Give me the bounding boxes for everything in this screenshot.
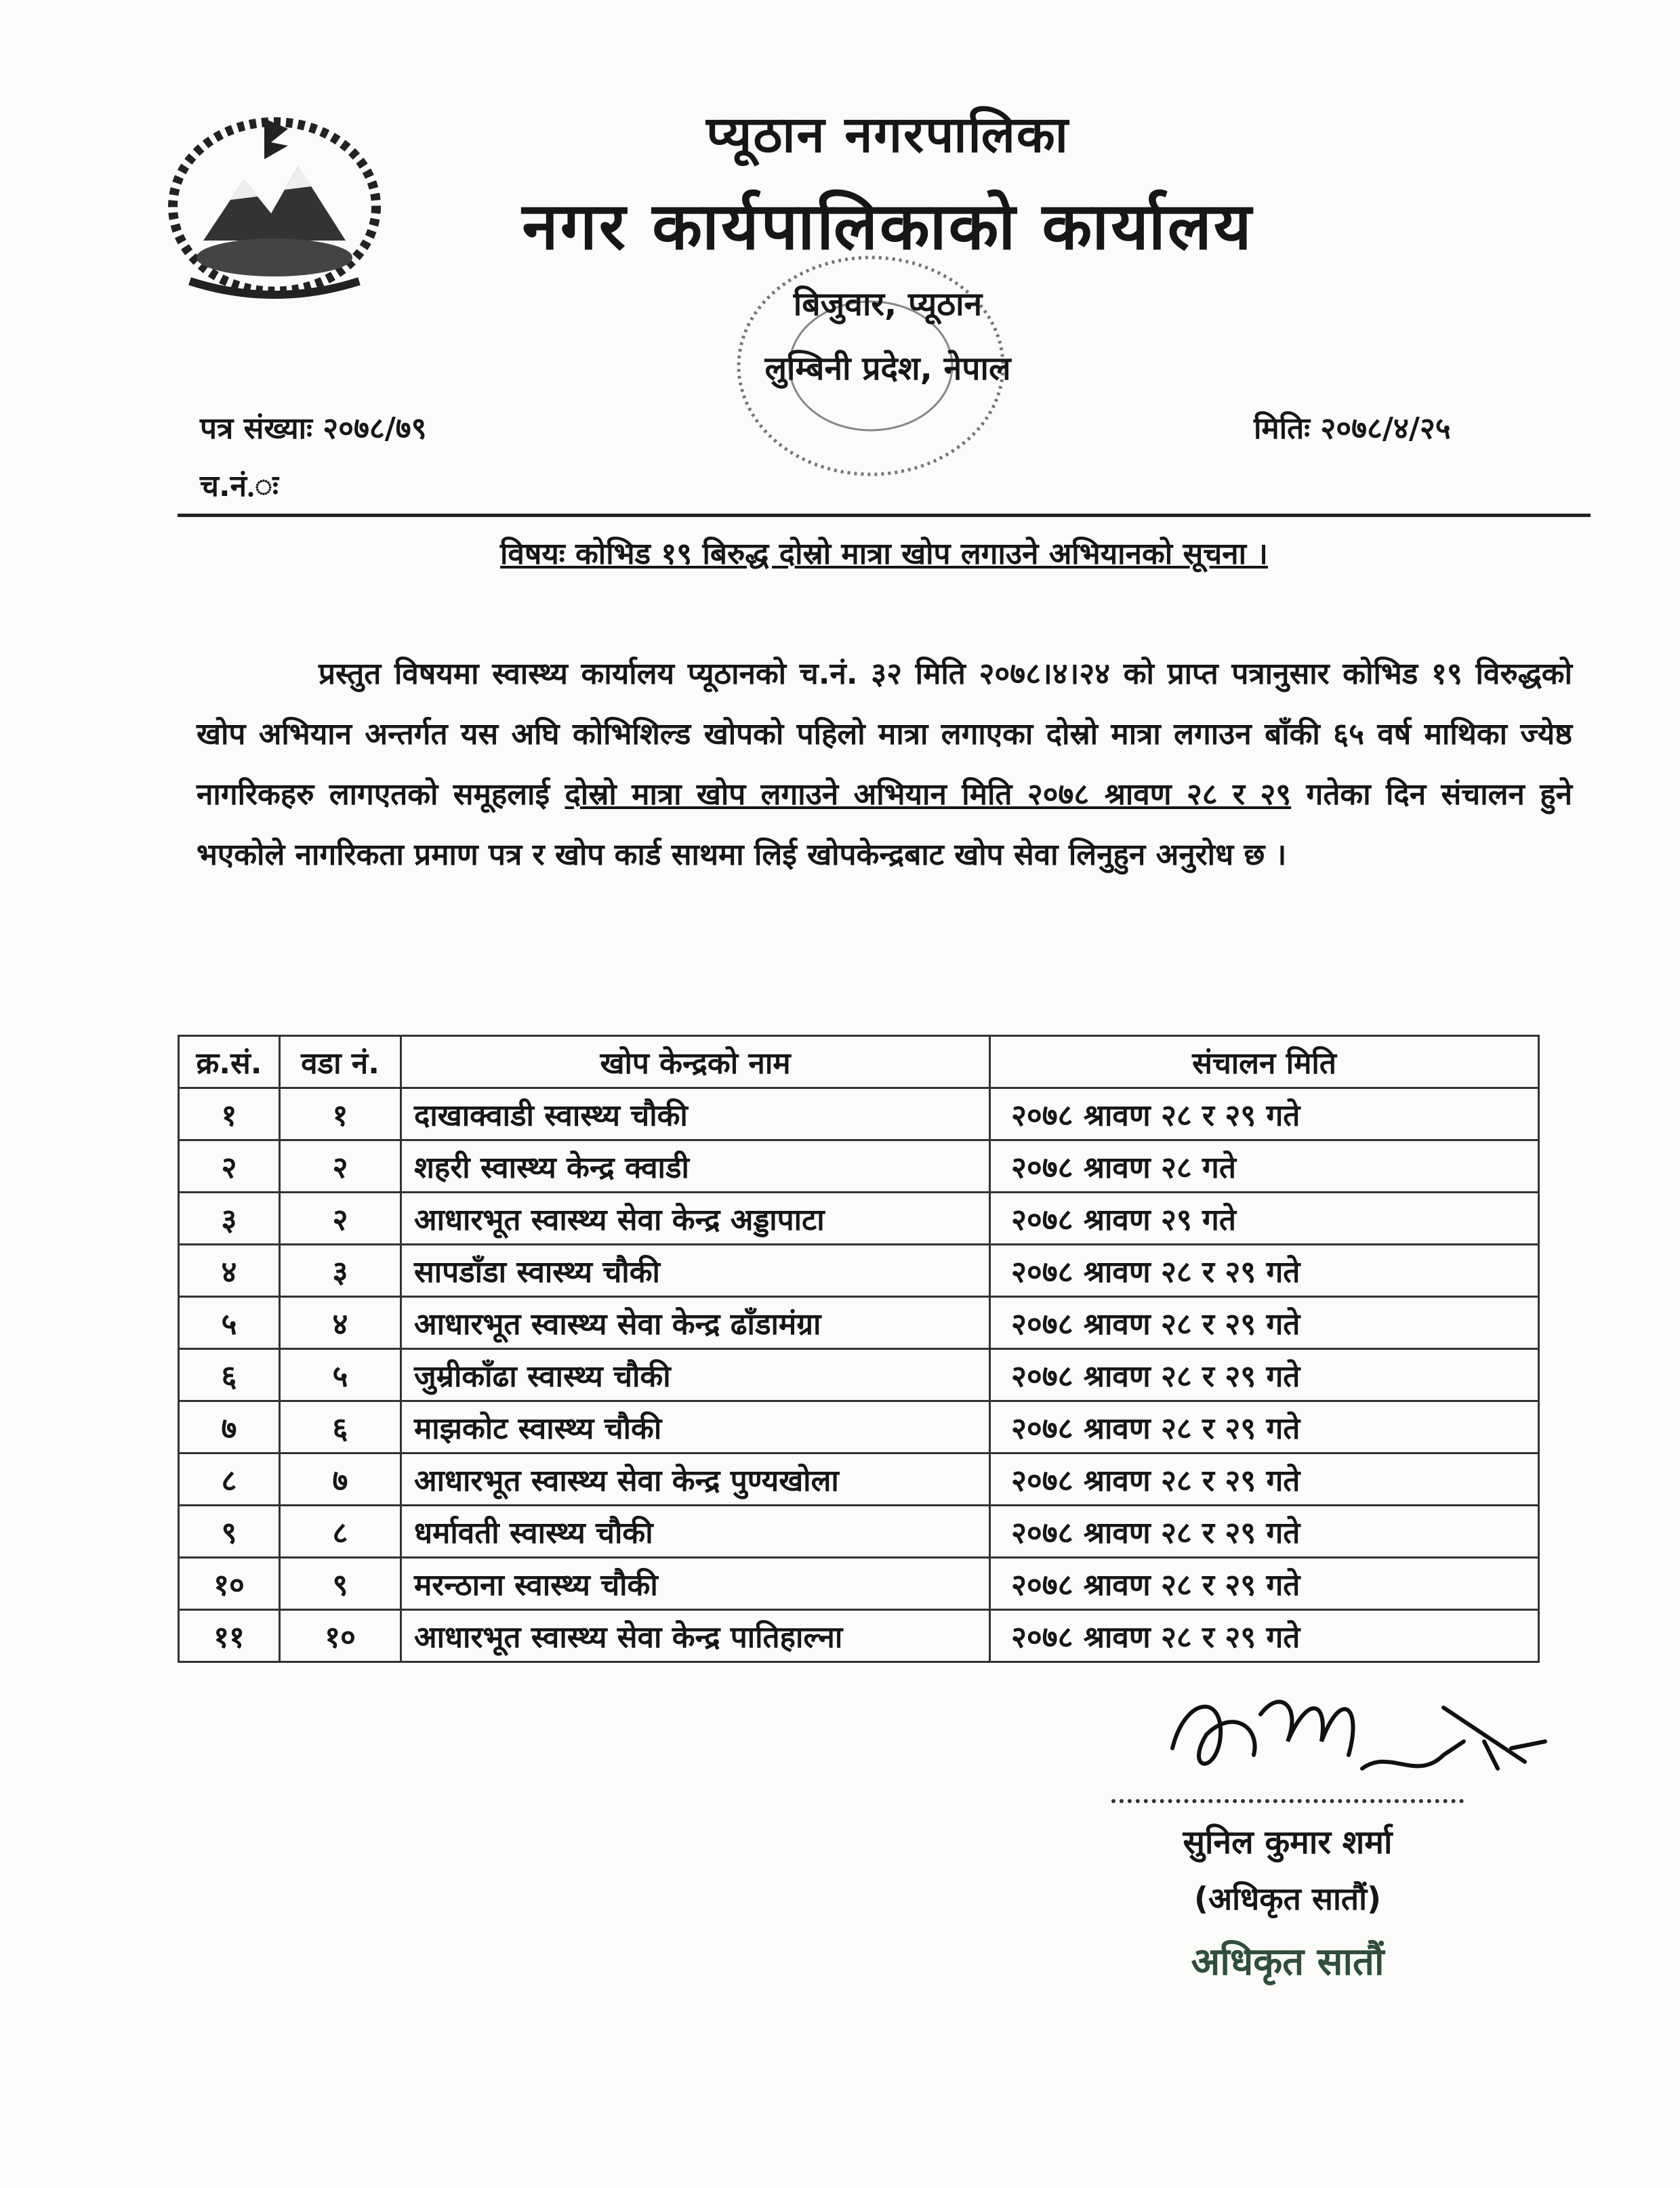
row-ward: २ bbox=[280, 1193, 401, 1245]
row-ward: २ bbox=[280, 1140, 401, 1193]
letter-number: पत्र संख्याः २०७८/७९ bbox=[200, 411, 427, 446]
table-row bbox=[179, 1193, 1539, 1245]
row-serial: ११ bbox=[179, 1610, 280, 1662]
row-date: २०७८ श्रावण २८ र २९ गते bbox=[990, 1349, 1539, 1401]
row-center-name: जुम्रीकाँढा स्वास्थ्य चौकी bbox=[401, 1349, 990, 1401]
row-serial: ७ bbox=[179, 1401, 280, 1453]
row-center-name: मरन्ठाना स्वास्थ्य चौकी bbox=[401, 1558, 990, 1610]
row-center-name: आधारभूत स्वास्थ्य सेवा केन्द्र अड्डापाटा bbox=[401, 1193, 990, 1245]
row-center-name: धर्मावती स्वास्थ्य चौकी bbox=[401, 1506, 990, 1558]
body-highlight: दोस्रो मात्रा खोप लगाउने अभियान मिति २०७८ श्रावण २८ र २९ bbox=[565, 777, 1292, 812]
row-date: २०७८ श्रावण २८ र २९ गते bbox=[990, 1245, 1539, 1297]
row-date: २०७८ श्रावण २८ र २९ गते bbox=[990, 1610, 1539, 1662]
signature-line bbox=[1111, 1799, 1464, 1803]
row-center-name: दाखाक्वाडी स्वास्थ्य चौकी bbox=[401, 1088, 990, 1140]
subject-text: विषयः कोभिड १९ बिरुद्ध दोस्रो मात्रा खोप लगाउने अभियानको सूचना । bbox=[500, 537, 1268, 571]
row-serial: १० bbox=[179, 1558, 280, 1610]
row-serial: ९ bbox=[179, 1506, 280, 1558]
row-date: २०७८ श्रावण २८ र २९ गते bbox=[990, 1088, 1539, 1140]
table-row bbox=[179, 1140, 1539, 1193]
letter-date: मितिः २०७८/४/२५ bbox=[1254, 411, 1451, 446]
signer-designation: (अधिकृत सातौं) bbox=[1193, 1880, 1382, 1917]
table-body bbox=[179, 1088, 1539, 1662]
col-header-ward: वडा नं. bbox=[280, 1036, 401, 1088]
row-center-name: सापडाँडा स्वास्थ्य चौकी bbox=[401, 1245, 990, 1297]
table-header-row bbox=[179, 1036, 1539, 1088]
row-date: २०७८ श्रावण २९ गते bbox=[990, 1193, 1539, 1245]
table-row bbox=[179, 1401, 1539, 1453]
row-date: २०७८ श्रावण २८ र २९ गते bbox=[990, 1558, 1539, 1610]
dispatch-number: च.नं.ः bbox=[200, 469, 279, 503]
row-serial: ४ bbox=[179, 1245, 280, 1297]
row-ward: ७ bbox=[280, 1453, 401, 1506]
body-part-2: गतेका दिन संचालन हुने भएकोले नागरिकता प्रमाण पत्र र खोप कार्ड साथमा लिई खोपकेन्द्रबाट खोप सेवा लिनुहुन अनुरोध छ । bbox=[197, 777, 1573, 872]
row-ward: ६ bbox=[280, 1401, 401, 1453]
table-row bbox=[179, 1558, 1539, 1610]
row-date: २०७८ श्रावण २८ र २९ गते bbox=[990, 1401, 1539, 1453]
row-center-name: माझकोट स्वास्थ्य चौकी bbox=[401, 1401, 990, 1453]
table-row bbox=[179, 1453, 1539, 1506]
nepal-emblem-icon bbox=[163, 105, 386, 302]
address-line-1: बिजुवार, प्यूठान bbox=[793, 285, 983, 323]
municipality-name: प्यूठान नगरपालिका bbox=[706, 106, 1069, 164]
col-header-date: संचालन मिति bbox=[990, 1036, 1539, 1088]
row-date: २०७८ श्रावण २८ र २९ गते bbox=[990, 1506, 1539, 1558]
row-center-name: शहरी स्वास्थ्य केन्द्र क्वाडी bbox=[401, 1140, 990, 1193]
address-line-2: लुम्बिनी प्रदेश, नेपाल bbox=[764, 350, 1011, 388]
header-divider bbox=[178, 514, 1591, 517]
row-ward: १ bbox=[280, 1088, 401, 1140]
row-ward: १० bbox=[280, 1610, 401, 1662]
row-ward: ४ bbox=[280, 1297, 401, 1349]
row-serial: ८ bbox=[179, 1453, 280, 1506]
signature-icon bbox=[1145, 1667, 1552, 1802]
row-center-name: आधारभूत स्वास्थ्य सेवा केन्द्र पुण्यखोला bbox=[401, 1453, 990, 1506]
col-header-serial: क्र.सं. bbox=[179, 1036, 280, 1088]
row-date: २०७८ श्रावण २८ र २९ गते bbox=[990, 1297, 1539, 1349]
vaccination-centers-table bbox=[178, 1035, 1540, 1663]
row-ward: ९ bbox=[280, 1558, 401, 1610]
office-title: नगर कार्यपालिकाको कार्यालय bbox=[522, 188, 1254, 264]
row-serial: ६ bbox=[179, 1349, 280, 1401]
row-ward: ८ bbox=[280, 1506, 401, 1558]
notice-body bbox=[197, 644, 1572, 885]
table-row bbox=[179, 1088, 1539, 1140]
row-serial: १ bbox=[179, 1088, 280, 1140]
row-date: २०७८ श्रावण २८ गते bbox=[990, 1140, 1539, 1193]
subject-line bbox=[178, 532, 1591, 573]
row-ward: ३ bbox=[280, 1245, 401, 1297]
col-header-center: खोप केन्द्रको नाम bbox=[401, 1036, 990, 1088]
row-serial: ३ bbox=[179, 1193, 280, 1245]
row-date: २०७८ श्रावण २८ र २९ गते bbox=[990, 1453, 1539, 1506]
row-ward: ५ bbox=[280, 1349, 401, 1401]
table-row bbox=[179, 1506, 1539, 1558]
row-serial: ५ bbox=[179, 1297, 280, 1349]
table-row bbox=[179, 1297, 1539, 1349]
table-row bbox=[179, 1245, 1539, 1297]
body-part-1: प्रस्तुत विषयमा स्वास्थ्य कार्यालय प्यूठानको च.नं. ३२ मिति २०७८।४।२४ को प्राप्त पत्रानुसार कोभिड १९ विरुद्धको खोप अभियान अन्तर्गत यस अघि कोभिशिल्ड खोपको पहिलो मात्रा लगाएका दोस्रो मात्रा लगाउन बाँकी ६५ वर्ष माथिका ज्येष्ठ नागरिकहरु लागएतको समूहलाई bbox=[197, 657, 1572, 812]
signer-name: सुनिल कुमार शर्मा bbox=[1183, 1823, 1393, 1861]
row-center-name: आधारभूत स्वास्थ्य सेवा केन्द्र पातिहाल्ना bbox=[401, 1610, 990, 1662]
table-row bbox=[179, 1610, 1539, 1662]
designation-stamp: अधिकृत सातौं bbox=[1191, 1940, 1385, 1984]
row-serial: २ bbox=[179, 1140, 280, 1193]
row-center-name: आधारभूत स्वास्थ्य सेवा केन्द्र ढाँडामंग्रा bbox=[401, 1297, 990, 1349]
table-row bbox=[179, 1349, 1539, 1401]
